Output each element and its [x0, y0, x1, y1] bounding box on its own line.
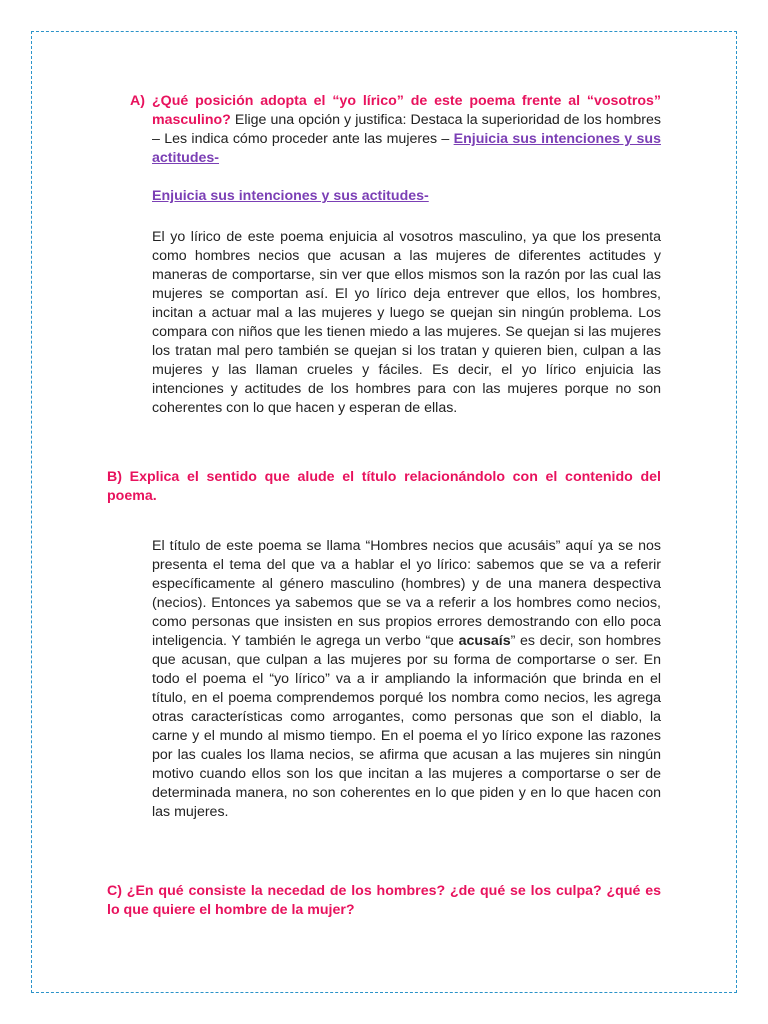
- question-b-answer-part2: ” es decir, son hombres que acusan, que culpan a las mujeres por su forma de comportarse o ser. En todo el poema el “yo lírico” va a ir ampliando la información que brinda en el título, en el poema comprendemos porqué los nombra como necios, les agrega otras características como arrogantes, como personas que son el diablo, la carne y el mundo al mismo tiempo. En el poema el yo lírico expone las razones por las cuales los llama necios, se afirma que acusan a las mujeres sin ningún motivo cuando ellos son los que incitan a las mujeres a comportarse o ser de determinada manera, no son coherentes en lo que piden y en lo que hacen con las mujeres.: [152, 633, 661, 820]
- question-b-answer-block: [152, 537, 661, 822]
- question-a: [130, 92, 661, 168]
- question-a-subheading-block: [152, 187, 661, 206]
- question-a-instruction: Elige una opción y justifica: Destaca la superioridad de los hombres – Les indica cómo proceder ante las mujeres –: [152, 112, 661, 147]
- question-b-text: B) Explica el sentido que alude el título relacionándolo con el contenido del poema.: [107, 469, 661, 504]
- page-border: [31, 31, 737, 993]
- question-c: [107, 882, 661, 920]
- question-b-answer-bold: acusaís: [458, 633, 511, 649]
- question-a-subheading: Enjuicia sus intenciones y sus actitudes-: [152, 188, 429, 204]
- question-a-marker: A): [130, 93, 145, 109]
- question-c-text: C) ¿En qué consiste la necedad de los hombres? ¿de qué se los culpa? ¿qué es lo que quiere el hombre de la mujer?: [107, 883, 661, 918]
- question-a-answer: El yo lírico de este poema enjuicia al vosotros masculino, ya que los presenta como hombres necios que acusan a las mujeres de diferentes actitudes y maneras de comportarse, sin ver que ellos mismos son la razón por las cual las mujeres se comportan así. El yo lírico deja entrever que ellos, los hombres, incitan a actuar mal a las mujeres y luego se quejan sin ningún problema. Los compara con niños que les tienen miedo a las mujeres. Se quejan si las mujeres los tratan mal pero también se quejan si los tratan y quieren bien, culpan a las mujeres y las llaman crueles y fáciles. Es decir, el yo lírico enjuicia las intenciones y actitudes de los hombres para con las mujeres porque no son coherentes con lo que hacen y esperan de ellas.: [152, 229, 661, 416]
- question-a-selected-option[interactable]: Enjuicia sus intenciones y sus actitudes-: [152, 131, 661, 166]
- question-b: [107, 468, 661, 506]
- question-b-answer-part1: El título de este poema se llama “Hombres necios que acusáis” aquí ya se nos presenta el tema del que va a hablar el yo lírico: sabemos que se va a referir específicamente al género masculino (hombres) y de una manera despectiva (necios). Entonces ya sabemos que se va a referir a los hombres como necios, como personas que insisten en sus propios errores demostrando con ello poca inteligencia. Y también le agrega un verbo “que: [152, 538, 661, 649]
- question-a-text: ¿Qué posición adopta el “yo lírico” de este poema frente al “vosotros” masculino?: [152, 93, 661, 128]
- question-b-answer: [152, 537, 661, 822]
- question-a-answer-block: [152, 228, 661, 418]
